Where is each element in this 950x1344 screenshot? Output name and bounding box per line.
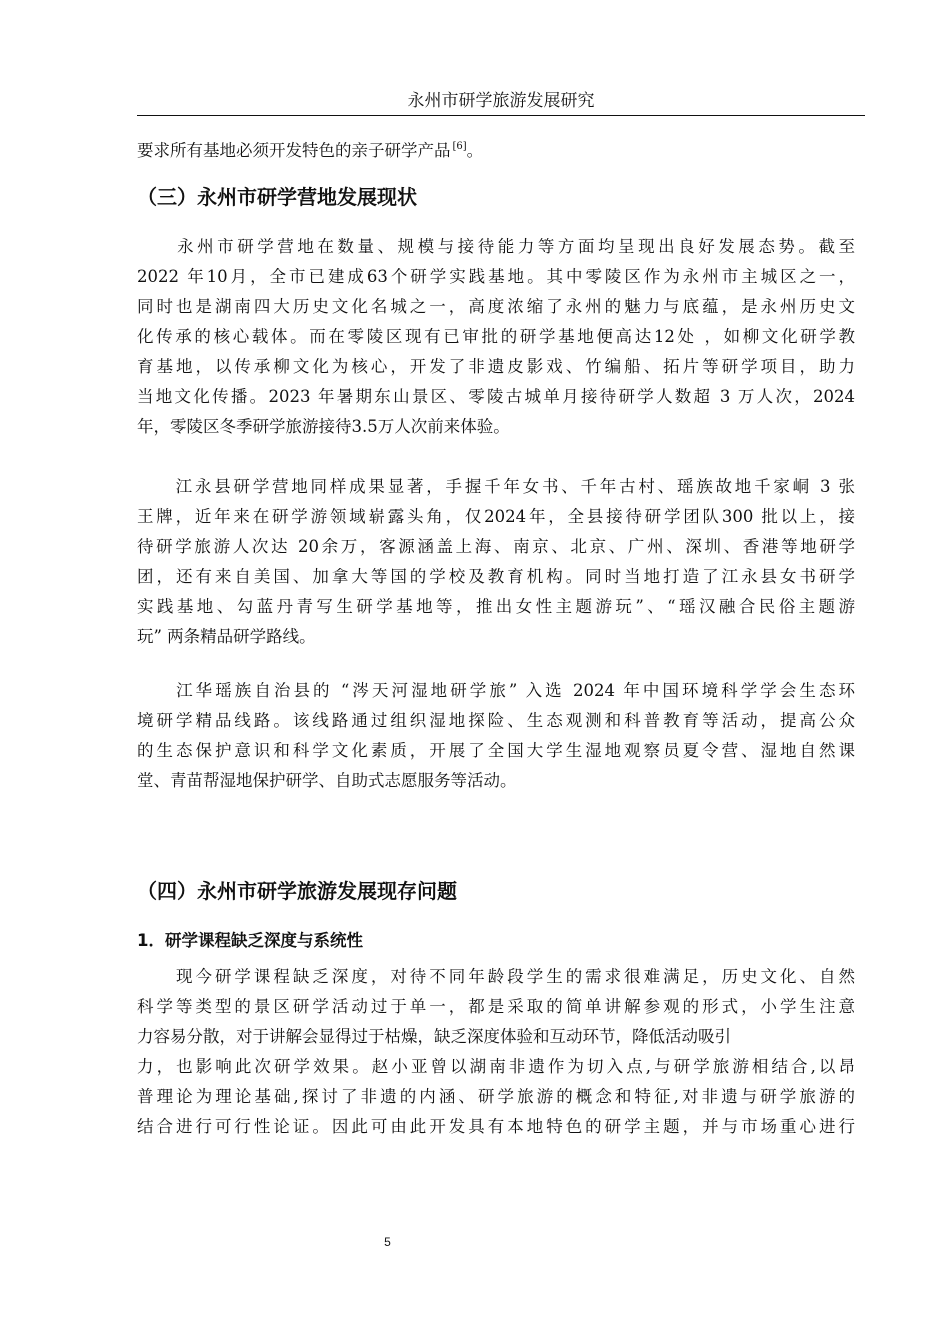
text-line: 2022 年10月，全市已建成63个研学实践基地。其中零陵区作为永州市主城区之一， (137, 267, 855, 286)
subsection-heading-1: 1．研学课程缺乏深度与系统性 (137, 931, 363, 950)
text-line: 的生态保护意识和科学文化素质，开展了全国大学生湿地观察员夏令营、湿地自然课 (137, 741, 855, 760)
text-line: 普理论为理论基础,探讨了非遗的内涵、研学旅游的概念和特征,对非遗与研学旅游的 (137, 1087, 855, 1106)
text-line: 结合进行可行性论证。因此可由此开发具有本地特色的研学主题，并与市场重心进行 (137, 1117, 855, 1136)
paragraph-jiangyong (137, 472, 855, 652)
text-line: 永州市研学营地在数量、规模与接待能力等方面均呈现出良好发展态势。截至 (137, 237, 855, 256)
section-heading-4: （四）永州市研学旅游发展现存问题 (137, 879, 457, 903)
text-line: 现今研学课程缺乏深度，对待不同年龄段学生的需求很难满足，历史文化、自然 (137, 967, 855, 986)
running-header-title: 永州市研学旅游发展研究 (407, 91, 595, 111)
text-line: 王牌，近年来在研学游领域崭露头角，仅2024年，全县接待研学团队300 批以上，接 (137, 507, 855, 526)
paragraph-jianghua (137, 676, 855, 796)
text-line: 堂、青苗帮湿地保护研学、自助式志愿服务等活动。 (137, 771, 517, 790)
text-line (137, 132, 855, 162)
text-line: 年，零陵区冬季研学旅游接待3.5万人次前来体验。 (137, 417, 510, 436)
text-line: 同时也是湖南四大历史文化名城之一，高度浓缩了永州的魅力与底蕴，是永州历史文 (137, 297, 855, 316)
paragraph-camp-status (137, 232, 855, 442)
intro-text: 要求所有基地必须开发特色的亲子研学产品 (137, 141, 451, 160)
text-line: 科学等类型的景区研学活动过于单一，都是采取的简单讲解参观的形式，小学生注意 (137, 997, 855, 1016)
text-line: 当地文化传播。2023 年暑期东山景区、零陵古城单月接待研学人数超 3 万人次，2024 (137, 387, 855, 406)
text-line: 力，也影响此次研学效果。赵小亚曾以湖南非遗作为切入点,与研学旅游相结合,以昂 (137, 1057, 855, 1076)
text-line: 江华瑶族自治县的 “涔天河湿地研学旅” 入选 2024 年中国环境科学学会生态环 (137, 681, 855, 700)
section-heading-3: （三）永州市研学营地发展现状 (137, 185, 417, 209)
text-line: 境研学精品线路。该线路通过组织湿地探险、生态观测和科普教育等活动，提高公众 (137, 711, 855, 730)
text-line: 玩” 两条精品研学路线。 (137, 627, 316, 646)
text-line: 实践基地、勾蓝丹青写生研学基地等，推出女性主题游玩”、“瑶汉融合民俗主题游 (137, 597, 855, 616)
text-line: 江永县研学营地同样成果显著，手握千年女书、千年古村、瑶族故地千家峒 3 张 (137, 477, 855, 496)
text-line: 待研学旅游人次达 20余万，客源涵盖上海、南京、北京、广州、深圳、香港等地研学 (137, 537, 855, 556)
text-line: 力容易分散，对于讲解会显得过于枯燥，缺乏深度体验和互动环节，降低活动吸引 (137, 1027, 731, 1046)
page-number: 5 (384, 1235, 391, 1249)
text-line: 团，还有来自美国、加拿大等国的学校及教育机构。同时当地打造了江永县女书研学 (137, 567, 855, 586)
text-line: 育基地，以传承柳文化为核心，开发了非遗皮影戏、竹编船、拓片等研学项目，助力 (137, 357, 855, 376)
citation-ref: [6] (452, 141, 467, 152)
intro-end: 。 (466, 141, 484, 160)
paragraph-curriculum (137, 962, 855, 1142)
header-divider (137, 115, 865, 116)
text-line: 化传承的核心载体。而在零陵区现有已审批的研学基地便高达12处 ，如柳文化研学教 (137, 327, 855, 346)
intro-paragraph (137, 132, 855, 162)
